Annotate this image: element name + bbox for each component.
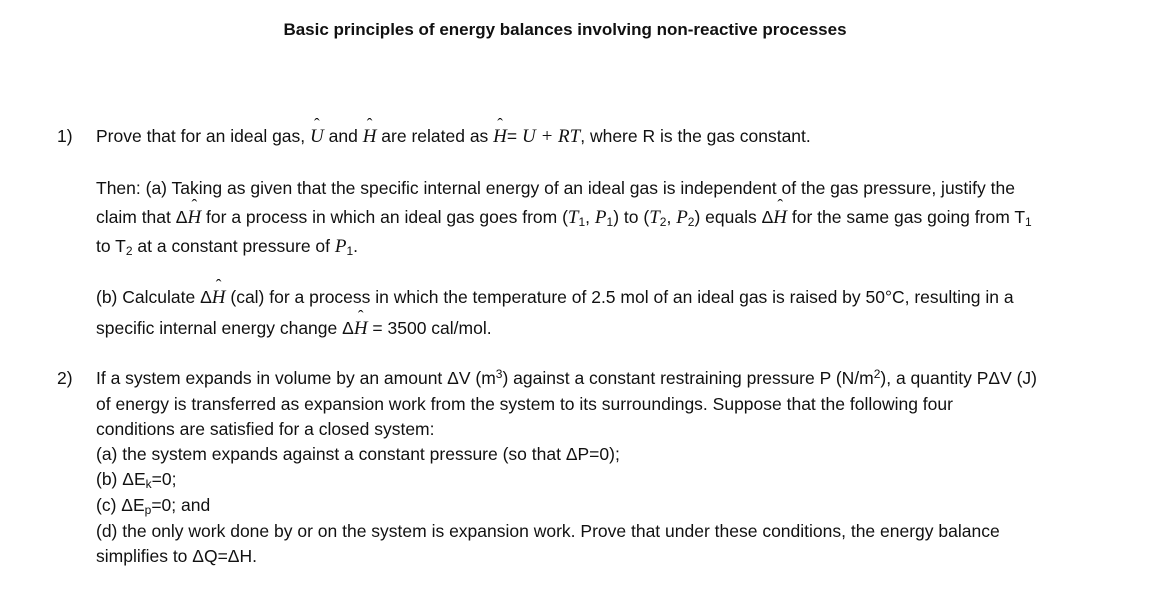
- question-1-line-6: specific internal energy change Δˆ H = 3500 cal/mol.: [96, 318, 492, 340]
- question-1-line-2: Then: (a) Taking as given that the specific internal energy of an ideal gas is independent of the gas pressure, justify the: [96, 178, 1015, 198]
- question-1-line-4: to $T_2$ at a constant pressure of $P_1$.: [96, 236, 359, 258]
- question-2-number: 2): [57, 368, 73, 388]
- question-2-line-2: of energy is transferred as expansion work from the system to its surroundings. Suppose that the following four: [96, 394, 953, 414]
- question-1-number: 1): [57, 126, 73, 146]
- document-title: Basic principles of energy balances involving non-reactive processes: [283, 20, 847, 39]
- question-2-condition-a: (a) the system expands against a constant pressure (so that ΔP=0);: [96, 444, 620, 464]
- question-1-line-5: (b) Calculate Δˆ H (cal) for a process in which the temperature of 2.5 mol of an ideal gas is raised by 50°C, resulting in a: [96, 287, 1014, 309]
- question-1-line-1: Prove that for an ideal gas, ˆ U and ˆ H are related as ˆ H= U + RT, where R is the gas constant.: [96, 126, 811, 148]
- question-2-line-8: simplifies to ΔQ=ΔH.: [96, 546, 257, 566]
- question-2-condition-c: (c) $\Delta E_p=0$; and: [96, 495, 211, 517]
- question-2-line-1: If a system expands in volume by an amount ΔV $(m^3)$ against a constant restraining pressure P $(N/m^2)$, a quantity PΔV (J): [96, 367, 1038, 388]
- question-1-line-3: claim that Δˆ H for a process in which an ideal gas goes from ($T_1$, $P_1$) to ($T_2$, $P_2$) equals Δˆ H for the same gas going from $T_1$: [96, 207, 1032, 229]
- question-2-condition-d: (d) the only work done by or on the system is expansion work. Prove that under these conditions, the energy balance: [96, 521, 1000, 541]
- question-2-condition-b: (b) $\Delta E_k=0$;: [96, 469, 177, 491]
- question-2-line-3: conditions are satisfied for a closed system:: [96, 419, 435, 439]
